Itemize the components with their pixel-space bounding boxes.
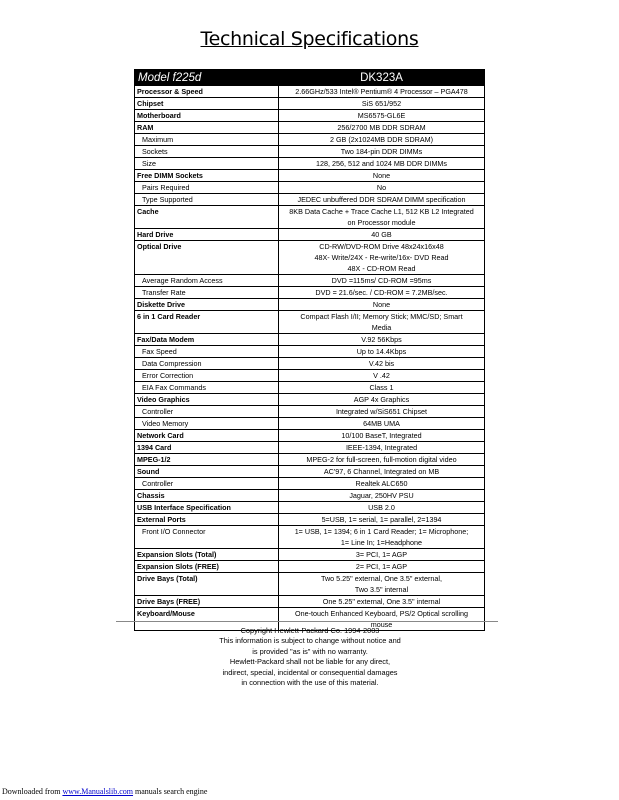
spec-row [135,299,485,311]
spec-value [279,406,485,418]
spec-value [279,311,485,334]
spec-value-line: Realtek ALC650 [355,479,408,488]
spec-table-body [135,86,485,631]
spec-value [279,110,485,122]
spec-label: Type Supported [135,194,279,206]
copyright-notice [160,626,460,688]
spec-value-line: Two 5.25" external, One 3.5" external, [321,574,442,583]
spec-value [279,514,485,526]
spec-table-header [135,70,485,86]
spec-value-line: None [372,171,391,180]
spec-label: Size [135,158,279,170]
spec-value-line: Class 1 [369,383,394,392]
spec-value [279,146,485,158]
spec-row [135,241,485,275]
manualslib-link[interactable]: www.Manualslib.com [62,787,134,796]
spec-row [135,454,485,466]
spec-value-line: mouse [370,620,393,629]
spec-value-line: CD-RW/DVD-ROM Drive 48x24x16x48 [319,242,444,251]
spec-label: Transfer Rate [135,287,279,299]
spec-value [279,86,485,98]
spec-label: Drive Bays (Total) [135,573,279,596]
spec-row [135,182,485,194]
spec-value-line: AC'97, 6 Channel, Integrated on MB [323,467,440,476]
spec-row [135,158,485,170]
spec-value-line: 3= PCI, 1= AGP [355,550,408,559]
spec-label: Processor & Speed [135,86,279,98]
spec-value [279,98,485,110]
spec-value [279,287,485,299]
spec-label: Fax Speed [135,346,279,358]
spec-value-line: 5=USB, 1= serial, 1= parallel, 2=1394 [321,515,442,524]
spec-label: Expansion Slots (Total) [135,549,279,561]
spec-value [279,430,485,442]
spec-value [279,334,485,346]
spec-label: RAM [135,122,279,134]
spec-value-line: 40 GB [371,230,392,239]
spec-value-line: 256/2700 MB DDR SDRAM [337,123,426,132]
download-credit [2,787,207,796]
spec-row [135,418,485,430]
spec-label: Motherboard [135,110,279,122]
spec-value [279,418,485,430]
spec-value [279,170,485,182]
spec-value [279,596,485,608]
footer-line: This information is subject to change without notice and [219,636,401,646]
spec-value-line: 1= Line In; 1=Headphone [340,538,423,547]
spec-value [279,299,485,311]
footer-line: indirect, special, incidental or consequential damages [222,667,398,677]
spec-value-line: 2= PCI, 1= AGP [355,562,408,571]
download-suffix: manuals search engine [133,787,208,796]
footer-line: Copyright Hewlett-Packard Co. 1994-2003 [240,626,380,635]
spec-row [135,502,485,514]
spec-value-line: AGP 4x Graphics [353,395,410,404]
spec-row [135,170,485,182]
spec-label: 1394 Card [135,442,279,454]
spec-value [279,490,485,502]
spec-row [135,206,485,229]
spec-value [279,561,485,573]
spec-row [135,194,485,206]
spec-value [279,229,485,241]
spec-label: Chipset [135,98,279,110]
spec-row [135,466,485,478]
download-prefix: Downloaded from [2,787,63,796]
spec-row [135,549,485,561]
spec-label: Sockets [135,146,279,158]
spec-value [279,134,485,146]
spec-row [135,110,485,122]
spec-label: Average Random Access [135,275,279,287]
spec-value-line: V .42 [373,371,390,380]
spec-row [135,146,485,158]
spec-label: External Ports [135,514,279,526]
spec-row [135,311,485,334]
spec-value-line: 64MB UMA [363,419,400,428]
spec-value [279,122,485,134]
spec-value [279,442,485,454]
footer-line: in connection with the use of this material. [241,678,379,688]
spec-value [279,346,485,358]
spec-value-line: Compact Flash I/II; Memory Stick; MMC/SD; Smart [300,312,463,321]
spec-row [135,596,485,608]
spec-value-line: 128, 256, 512 and 1024 MB DDR DIMMs [315,159,448,168]
spec-label: USB Interface Specification [135,502,279,514]
spec-value [279,275,485,287]
spec-value-line: USB 2.0 [368,503,395,512]
spec-value-line: Two 3.5" internal [354,585,409,594]
spec-value [279,370,485,382]
spec-row [135,358,485,370]
spec-value [279,549,485,561]
spec-value-line: 48X- Write/24X - Re-write/16x- DVD Read [314,253,449,262]
spec-row [135,478,485,490]
spec-row [135,229,485,241]
spec-value [279,382,485,394]
spec-row [135,442,485,454]
spec-value-line: V.92 56Kbps [361,335,402,344]
spec-value [279,241,485,275]
page-title: Technical Specifications [200,28,419,50]
spec-label: Optical Drive [135,241,279,275]
spec-value-line: Integrated w/SiS651 Chipset [335,407,428,416]
spec-label: Pairs Required [135,182,279,194]
spec-value-line: SiS 651/952 [361,99,402,108]
spec-label: EIA Fax Commands [135,382,279,394]
model-number-header: DK323A [279,70,485,86]
spec-value [279,394,485,406]
spec-value [279,573,485,596]
spec-value [279,358,485,370]
spec-row [135,514,485,526]
spec-value-line: DVD = 21.6/sec. / CD-ROM = 7.2MB/sec. [315,288,448,297]
spec-row [135,86,485,98]
spec-value-line: DVD =115ms/ CD-ROM =95ms [331,276,432,285]
spec-row [135,287,485,299]
spec-value-line: Media [371,323,392,332]
spec-label: Fax/Data Modem [135,334,279,346]
spec-row [135,573,485,596]
spec-label: Expansion Slots (FREE) [135,561,279,573]
spec-label: Chassis [135,490,279,502]
footer-line: is provided "as is" with no warranty. [252,646,368,656]
spec-label: Data Compression [135,358,279,370]
spec-label: Maximum [135,134,279,146]
spec-value-line: MPEG-2 for full-screen, full-motion digital video [306,455,457,464]
spec-value-line: 2 GB (2x1024MB DDR SDRAM) [329,135,434,144]
spec-value-line: 48X - CD-ROM Read [347,264,416,273]
spec-value-line: 10/100 BaseT, Integrated [341,431,422,440]
spec-label: Controller [135,478,279,490]
spec-label: Cache [135,206,279,229]
spec-value-line: 1= USB, 1= 1394; 6 in 1 Card Reader; 1= Microphone; [294,527,469,536]
spec-label: Error Correction [135,370,279,382]
spec-value-line: MS6575-GL6E [357,111,406,120]
spec-row [135,346,485,358]
spec-value-line: One-touch Enhanced Keyboard, PS/2 Optical scrolling [295,609,468,618]
spec-row [135,98,485,110]
spec-value-line: on Processor module [347,218,416,227]
spec-row [135,526,485,549]
spec-row [135,334,485,346]
spec-value-line: Two 184-pin DDR DIMMs [340,147,423,156]
spec-row [135,134,485,146]
spec-row [135,382,485,394]
spec-label: Free DIMM Sockets [135,170,279,182]
spec-row [135,430,485,442]
spec-label: Controller [135,406,279,418]
spec-value [279,454,485,466]
spec-value-line: V.42 bis [368,359,395,368]
model-header: Model f225d [135,70,279,86]
spec-value [279,194,485,206]
spec-label: Video Graphics [135,394,279,406]
spec-label: Keyboard/Mouse [135,608,279,631]
spec-value [279,158,485,170]
spec-label: Front I/O Connector [135,526,279,549]
spec-label: 6 in 1 Card Reader [135,311,279,334]
spec-value [279,502,485,514]
spec-label: Sound [135,466,279,478]
spec-value-line: None [372,300,391,309]
spec-row [135,275,485,287]
spec-label: Hard Drive [135,229,279,241]
spec-value-line: 2.66GHz/533 Intel® Pentium® 4 Processor – PGA478 [295,87,468,96]
spec-value-line: Up to 14.4Kbps [356,347,407,356]
spec-row [135,561,485,573]
spec-label: Drive Bays (FREE) [135,596,279,608]
spec-row [135,490,485,502]
spec-value-line: JEDEC unbuffered DDR SDRAM DIMM specification [297,195,466,204]
spec-value-line: 8KB Data Cache + Trace Cache L1, 512 KB L2 Integrated [289,207,474,216]
spec-label: Network Card [135,430,279,442]
spec-value [279,206,485,229]
spec-value [279,182,485,194]
spec-label: Video Memory [135,418,279,430]
spec-label: MPEG-1/2 [135,454,279,466]
spec-value-line: One 5.25" external, One 3.5" internal [322,597,441,606]
spec-label: Diskette Drive [135,299,279,311]
spec-row [135,406,485,418]
spec-value [279,478,485,490]
spec-value-line: No [376,183,387,192]
footer-line: Hewlett-Packard shall not be liable for any direct, [229,657,391,667]
spec-value [279,526,485,549]
footer-divider [116,621,498,622]
spec-row [135,122,485,134]
spec-value-line: IEEE-1394, Integrated [345,443,418,452]
spec-table [134,69,485,631]
spec-row [135,370,485,382]
spec-row [135,394,485,406]
spec-value [279,466,485,478]
spec-value-line: Jaguar, 250HV PSU [349,491,414,500]
